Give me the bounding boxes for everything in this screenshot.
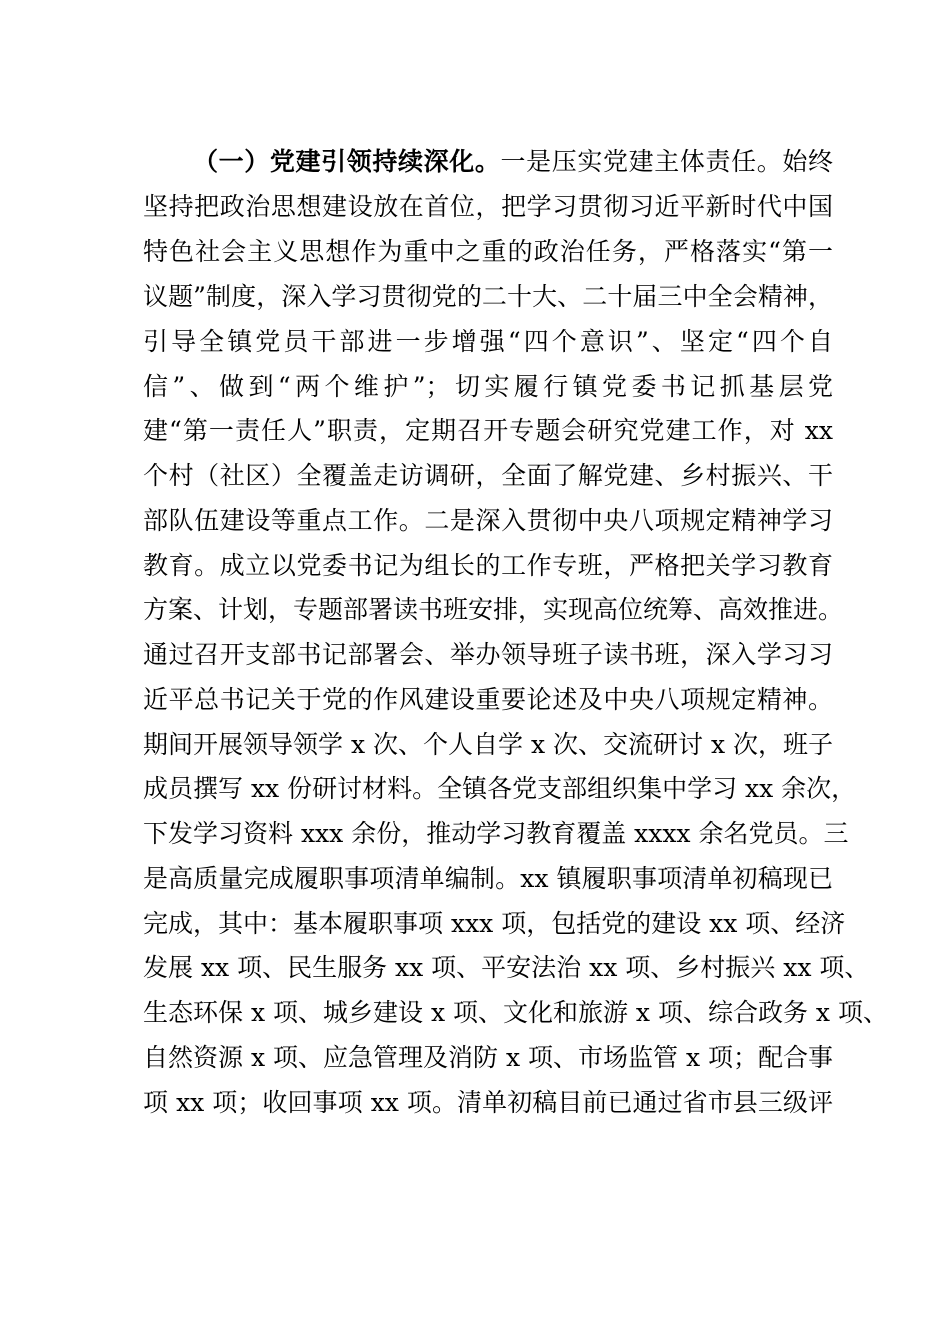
paragraph-line-11: 方案、计划，专题部署读书班安排，实现高位统筹、高效推进。 bbox=[143, 595, 844, 624]
paragraph-line-14: 期间开展领导领学 x 次、个人自学 x 次、交流研讨 x 次，班子 bbox=[143, 730, 833, 759]
paragraph-line-20: 生态环保 x 项、城乡建设 x 项、文化和旅游 x 项、综合政务 x 项、 bbox=[143, 998, 888, 1027]
paragraph-line-7: 建“第一责任人”职责，定期召开专题会研究党建工作，对 xx bbox=[143, 416, 833, 445]
paragraph-line-19: 发展 xx 项、民生服务 xx 项、平安法治 xx 项、乡村振兴 xx 项、 bbox=[143, 953, 870, 982]
paragraph-line-9: 部队伍建设等重点工作。二是深入贯彻中央八项规定精神学习 bbox=[143, 506, 833, 535]
paragraph-line-4: 议题”制度，深入学习贯彻党的二十大、二十届三中全会精神， bbox=[143, 282, 833, 311]
paragraph-line-15: 成员撰写 xx 份研讨材料。全镇各党支部组织集中学习 xx 余次， bbox=[143, 774, 857, 803]
paragraph-line-8: 个村（社区）全覆盖走访调研，全面了解党建、乡村振兴、干 bbox=[143, 461, 833, 490]
paragraph-line-18: 完成，其中：基本履职事项 xxx 项，包括党的建设 xx 项、经济 bbox=[143, 909, 846, 938]
section-heading: （一）党建引领持续深化。 bbox=[193, 147, 501, 176]
paragraph-line-5: 引导全镇党员干部进一步增强“四个意识”、坚定“四个自 bbox=[143, 327, 833, 356]
paragraph-line-17: 是高质量完成履职事项清单编制。xx 镇履职事项清单初稿现已 bbox=[143, 864, 833, 893]
paragraph-line-3: 特色社会主义思想作为重中之重的政治任务，严格落实“第一 bbox=[143, 237, 833, 266]
paragraph-line-12: 通过召开支部书记部署会、举办领导班子读书班，深入学习习 bbox=[143, 640, 833, 669]
paragraph-line-22: 项 xx 项；收回事项 xx 项。清单初稿目前已通过省市县三级评 bbox=[143, 1088, 833, 1117]
paragraph-line-10: 教育。成立以党委书记为组长的工作专班，严格把关学习教育 bbox=[143, 551, 833, 580]
paragraph-line-21: 自然资源 x 项、应急管理及消防 x 项、市场监管 x 项；配合事 bbox=[143, 1043, 833, 1072]
paragraph-line-1-text: 一是压实党建主体责任。始终 bbox=[500, 147, 833, 176]
paragraph-line-16: 下发学习资料 xxx 余份，推动学习教育覆盖 xxxx 余名党员。三 bbox=[143, 819, 849, 848]
paragraph-line-6: 信”、做到“两个维护”；切实履行镇党委书记抓基层党 bbox=[143, 372, 833, 401]
paragraph-line-2: 坚持把政治思想建设放在首位，把学习贯彻习近平新时代中国 bbox=[143, 192, 833, 221]
paragraph-line-13: 近平总书记关于党的作风建设重要论述及中央八项规定精神。 bbox=[143, 685, 833, 714]
paragraph-line-1 bbox=[193, 145, 833, 179]
